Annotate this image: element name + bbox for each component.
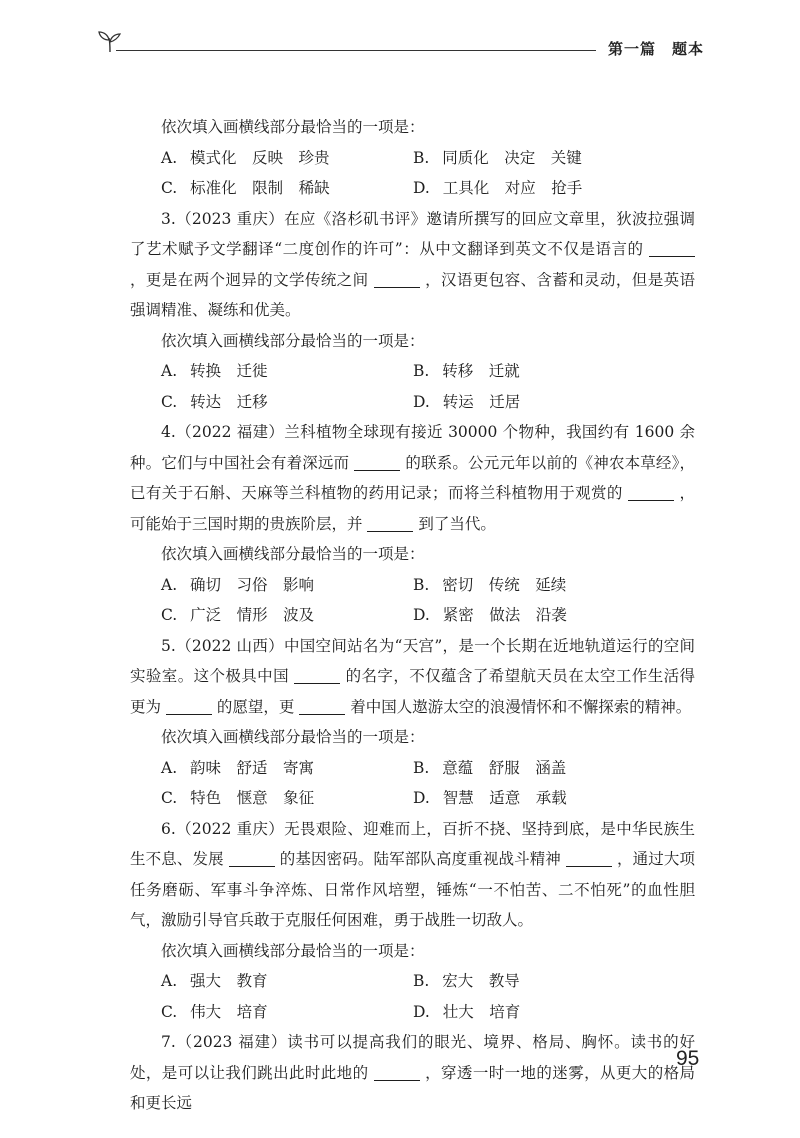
fill-blank bbox=[649, 238, 695, 257]
question-segment: 5.（2022 山西）中国空间站名为“天宫”，是一个长期在近地轨道运行的空间实验室。这个极具中国 bbox=[130, 636, 695, 685]
answer-options bbox=[130, 966, 695, 1027]
chapter-title: 第一篇 题本 bbox=[608, 40, 705, 58]
fill-blank bbox=[566, 848, 612, 867]
question-prompt: 依次填入画横线部分最恰当的一项是： bbox=[161, 728, 425, 746]
question-text bbox=[130, 631, 695, 723]
question-segment: 到了当代。 bbox=[413, 514, 496, 533]
question-segment: ，汉语更包容、含蓄和灵动，但是英语强调精准、凝练和优美。 bbox=[130, 270, 695, 319]
question-prompt: 依次填入画横线部分最恰当的一项是： bbox=[161, 545, 425, 563]
question-content bbox=[130, 112, 695, 1119]
answer-option: B. 同质化 决定 关键 bbox=[413, 148, 582, 167]
page-header bbox=[96, 28, 706, 68]
question-prompt: 依次填入画横线部分最恰当的一项是： bbox=[161, 118, 425, 136]
question-segment: 4.（2022 福建）兰科植物全球现有接近 30000 个物种，我国约有 1600 余种。它们与中国社会有着深远而 bbox=[130, 423, 695, 472]
answer-option: B. 宏大 教导 bbox=[413, 972, 520, 990]
page-number: 95 bbox=[676, 1047, 700, 1070]
question-segment: 的愿望，更 bbox=[211, 697, 300, 716]
fill-blank bbox=[354, 452, 400, 471]
answer-option: D. 工具化 对应 抢手 bbox=[413, 179, 583, 197]
answer-option: A. 韵味 舒适 寄寓 bbox=[161, 758, 315, 777]
answer-option: C. 特色 惬意 象征 bbox=[161, 789, 315, 807]
question-text bbox=[130, 417, 695, 539]
question-prompt: 依次填入画横线部分最恰当的一项是： bbox=[161, 941, 425, 960]
question-segment: 6.（2022 重庆）无畏艰险、迎难而上，百折不挠、坚持到底，是中华民族生生不息、发展 bbox=[130, 819, 695, 868]
question-segment: 7.（2023 福建）读书可以提高我们的眼光、境界、格局、胸怀。读书的好处，是可以让我们跳出此时此地的 bbox=[130, 1033, 695, 1082]
answer-option: A. 转换 迁徙 bbox=[161, 362, 268, 380]
answer-option: B. 密切 传统 延续 bbox=[413, 575, 567, 594]
question-prompt: 依次填入画横线部分最恰当的一项是： bbox=[161, 331, 425, 350]
fill-blank bbox=[367, 513, 413, 532]
question-segment: 的基因密码。陆军部队高度重视战斗精神 bbox=[274, 850, 566, 868]
question-text bbox=[130, 204, 695, 326]
question-segment: 3.（2023 重庆）在应《洛杉矶书评》邀请所撰写的回应文章里，狄波拉强调了艺术赋予文学翻译“二度创作的许可”：从中文翻译到英文不仅是语言的 bbox=[130, 209, 695, 258]
answer-option: D. 转运 迁居 bbox=[413, 392, 521, 411]
answer-option: A. 确切 习俗 影响 bbox=[161, 575, 315, 594]
fill-blank bbox=[294, 665, 340, 684]
answer-option: C. 转达 迁移 bbox=[161, 392, 268, 411]
answer-options bbox=[130, 570, 695, 631]
answer-option: B. 转移 迁就 bbox=[413, 362, 520, 380]
answer-options bbox=[130, 753, 695, 814]
answer-option: D. 紧密 做法 沿袭 bbox=[413, 606, 567, 624]
header-rule bbox=[116, 50, 596, 51]
answer-option: C. 广泛 情形 波及 bbox=[161, 606, 315, 624]
question-segment: 的名字，不仅蕴含了希望航天员在太空工作生活得更为 bbox=[130, 667, 695, 716]
question-segment: 的联系。公元元年以前的《神农本草经》，已有关于石斛、天麻等兰科植物的药用记录；而将兰科植物用于观赏的 bbox=[130, 453, 695, 502]
answer-option: C. 标准化 限制 稀缺 bbox=[161, 179, 330, 197]
answer-options bbox=[130, 356, 695, 417]
answer-option: C. 伟大 培育 bbox=[161, 1002, 268, 1021]
sprout-icon bbox=[96, 28, 124, 56]
answer-option: D. 壮大 培育 bbox=[413, 1002, 521, 1021]
question-segment: ，穿透一时一地的迷雾，从更大的格局和更长远 bbox=[130, 1063, 695, 1112]
question-segment: ，更是在两个迥异的文学传统之间 bbox=[130, 270, 374, 289]
fill-blank bbox=[374, 1062, 420, 1081]
answer-option: A. 强大 教育 bbox=[161, 972, 268, 990]
fill-blank bbox=[299, 696, 345, 715]
answer-option: D. 智慧 适意 承载 bbox=[413, 789, 567, 807]
answer-option: B. 意蕴 舒服 涵盖 bbox=[413, 758, 567, 777]
question-segment: ，通过大项任务磨砺、军事斗争淬炼、日常作风培塑，锤炼“一不怕苦、二不怕死”的血性胆气，激励引导官兵敢于克服任何困难，勇于战胜一切敌人。 bbox=[130, 850, 696, 929]
fill-blank bbox=[374, 269, 420, 288]
question-text bbox=[130, 814, 695, 936]
question-segment: ，可能始于三国时期的贵族阶层，并 bbox=[130, 484, 695, 533]
fill-blank bbox=[628, 482, 674, 501]
fill-blank bbox=[166, 696, 212, 715]
question-text bbox=[130, 1027, 695, 1119]
answer-option: A. 模式化 反映 珍贵 bbox=[161, 148, 330, 167]
fill-blank bbox=[229, 848, 275, 867]
question-segment: 着中国人遨游太空的浪漫情怀和不懈探索的精神。 bbox=[345, 697, 692, 716]
answer-options bbox=[130, 143, 695, 204]
